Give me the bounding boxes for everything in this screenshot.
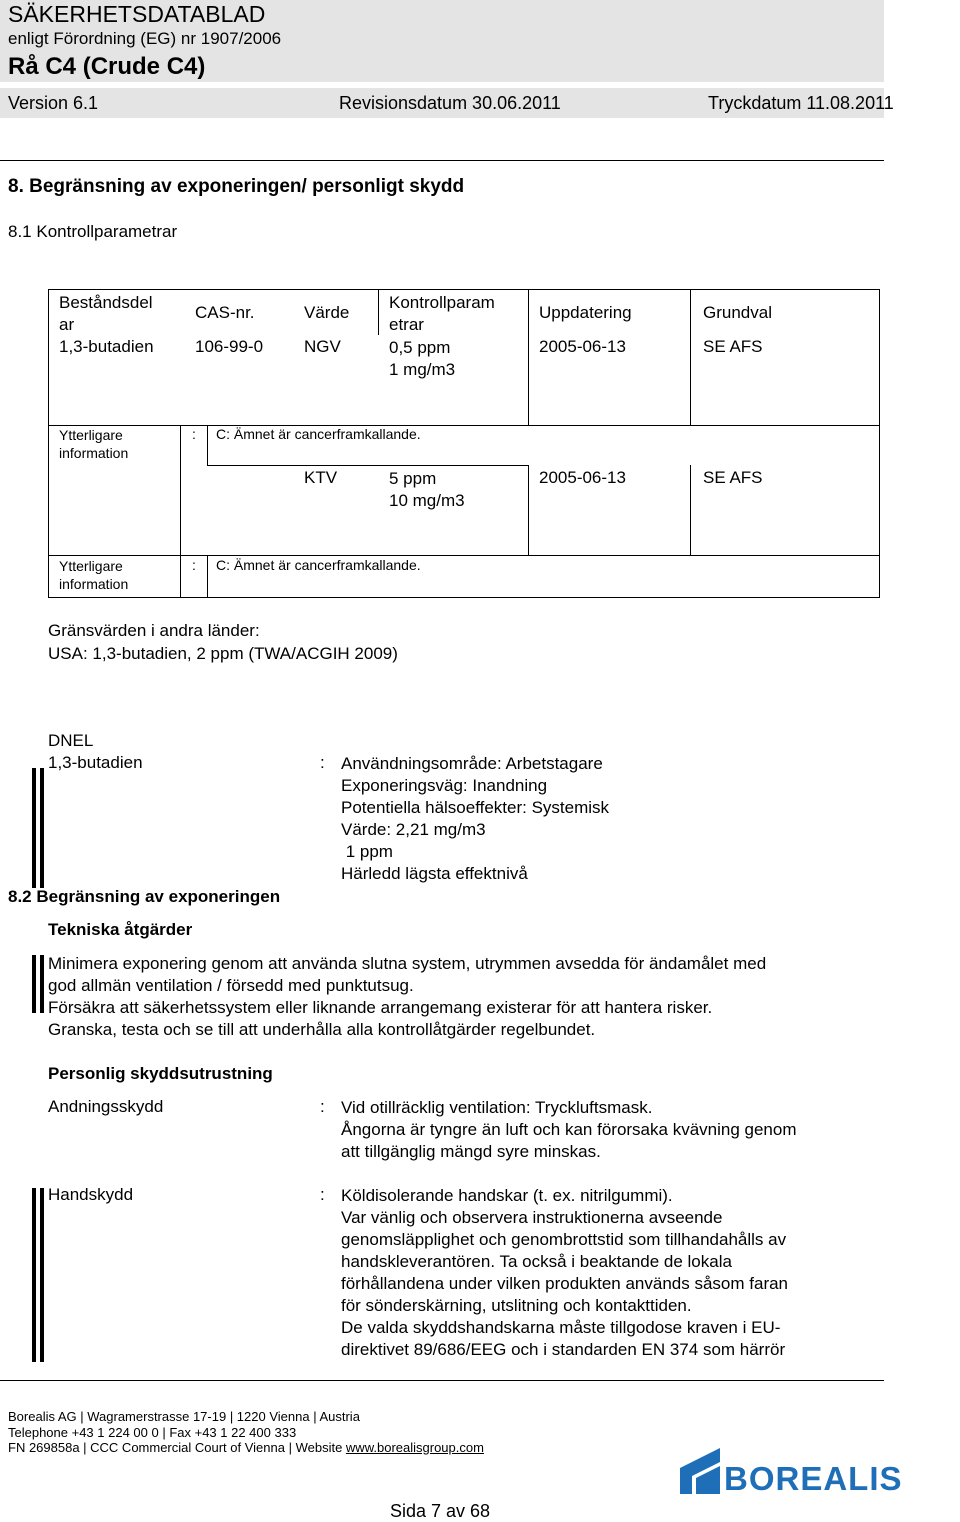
hand-line: handskleverantören. Ta också i beaktande de lokala: [341, 1252, 732, 1271]
tech-line: Minimera exponering genom att använda slutna system, utrymmen avsedda för ändamålet med: [48, 954, 767, 973]
logo-text: BOREALIS: [724, 1460, 903, 1497]
header-rule: [0, 160, 884, 161]
respiratory-colon: :: [320, 1097, 325, 1116]
row2-param-l1: 5 ppm: [389, 469, 437, 488]
print-date: Tryckdatum 11.08.2011: [708, 93, 894, 113]
info2-colon-divider: [207, 555, 208, 598]
row2-param: [389, 468, 465, 512]
th-update: Uppdatering: [539, 303, 632, 322]
regulation: enligt Förordning (EG) nr 1907/2006: [8, 29, 282, 48]
footer-registry-text: FN 269858a | CCC Commercial Court of Vienna | Website: [8, 1440, 346, 1455]
info1-colon: :: [192, 426, 196, 442]
row2-update: 2005-06-13: [539, 468, 626, 487]
section-8-1-heading: 8.1 Kontrollparametrar: [8, 222, 178, 241]
col-divider-param-update: [528, 289, 529, 425]
info1-label: [59, 426, 128, 462]
change-bar: [32, 955, 36, 1013]
tech-line: Granska, testa och se till att underhålla alla kontrollåtgärder regelbundet.: [48, 1020, 596, 1039]
section-8-heading: 8. Begränsning av exponeringen/ personligt skydd: [8, 176, 465, 197]
hand-line: förhållandena under vilken produkten används såsom faran: [341, 1274, 789, 1293]
footer-rule: [0, 1380, 884, 1381]
respiratory-line: Vid otillräcklig ventilation: Tryckluftsmask.: [341, 1098, 653, 1117]
info2-text: C: Ämnet är cancerframkallande.: [216, 557, 421, 573]
hand-line: Köldisolerande handskar (t. ex. nitrilgummi).: [341, 1186, 673, 1205]
dnel-line: Potentiella hälsoeffekter: Systemisk: [341, 798, 610, 817]
row1-update: 2005-06-13: [539, 337, 626, 356]
footer-phone: Telephone +43 1 224 00 0 | Fax +43 1 22 400 333: [8, 1425, 297, 1440]
dnel-details: [341, 753, 609, 885]
info1-label-l2: information: [59, 445, 129, 461]
row2-param-l2: 10 mg/m3: [389, 491, 465, 510]
tech-heading: Tekniska åtgärder: [48, 920, 193, 939]
respiratory-line: Ångorna är tyngre än luft och kan förorsaka kvävning genom: [341, 1120, 797, 1139]
row1-param-l1: 0,5 ppm: [389, 338, 451, 357]
hand-line: direktivet 89/686/EEG och i standarden EN 374 som härrör: [341, 1340, 786, 1359]
dnel-line: Värde: 2,21 mg/m3: [341, 820, 486, 839]
col-divider-update-basis: [690, 289, 691, 425]
borealis-logo: [680, 1448, 955, 1496]
hand-label: Handskydd: [48, 1185, 134, 1204]
website-link[interactable]: www.borealisgroup.com: [345, 1440, 484, 1455]
dnel-line: 1 ppm: [341, 842, 393, 861]
change-bar: [40, 768, 44, 888]
row-divider-1: [48, 425, 880, 426]
info2-label-l2: information: [59, 576, 129, 592]
footer-company: Borealis AG | Wagramerstrasse 17-19 | 1220 Vienna | Austria: [8, 1409, 360, 1424]
row1-basis: SE AFS: [703, 337, 763, 356]
row-divider-2: [48, 555, 880, 556]
other-limits-line1: Gränsvärden i andra länder:: [48, 621, 260, 640]
hand-colon: :: [320, 1185, 325, 1204]
respiratory-line: att tillgänglig mängd syre minskas.: [341, 1142, 601, 1161]
change-bar: [40, 955, 44, 1013]
info1-label-divider: [180, 425, 181, 555]
th-value: Värde: [304, 303, 350, 322]
product-name: Rå C4 (Crude C4): [8, 53, 206, 80]
revision-date: Revisionsdatum 30.06.2011: [339, 93, 561, 113]
tech-line: god allmän ventilation / försedd med punktutsug.: [48, 976, 414, 995]
info1-text: C: Ämnet är cancerframkallande.: [216, 426, 421, 442]
row2-divider-basis: [690, 465, 691, 555]
th-component-l1: Beståndsdel: [59, 293, 153, 312]
change-bar: [40, 1188, 44, 1362]
change-bar: [32, 1188, 36, 1362]
row2-divider-param: [528, 465, 529, 555]
footer-registry: [8, 1440, 484, 1455]
page-number: Sida 7 av 68: [390, 1501, 491, 1521]
info2-label: [59, 557, 128, 593]
doc-title: SÄKERHETSDATABLAD: [8, 1, 266, 27]
row1-param: [389, 337, 455, 381]
hand-text: [341, 1185, 788, 1361]
respiratory-label: Andningsskydd: [48, 1097, 164, 1116]
dnel-substance: 1,3-butadien: [48, 753, 143, 772]
th-basis: Grundval: [703, 303, 772, 322]
version: Version 6.1: [8, 93, 99, 113]
th-param-l2: etrar: [389, 315, 424, 334]
col-divider-value-param: [378, 289, 379, 335]
dnel-colon: :: [320, 753, 325, 772]
info2-label-l1: Ytterligare: [59, 558, 123, 574]
row1-value: NGV: [304, 337, 341, 356]
th-param: [389, 292, 495, 336]
th-param-l1: Kontrollparam: [389, 293, 495, 312]
info1-colon-divider: [207, 425, 208, 465]
row1-component: 1,3-butadien: [59, 337, 154, 356]
row1-param-l2: 1 mg/m3: [389, 360, 456, 379]
row1-cas: 106-99-0: [195, 337, 264, 356]
dnel-line: Användningsområde: Arbetstagare: [341, 754, 603, 773]
tech-text: [48, 953, 766, 1041]
hand-line: De valda skyddshandskarna måste tillgodose kraven i EU-: [341, 1318, 781, 1337]
hand-line: för sönderskärning, utslitning och kontakttiden.: [341, 1296, 692, 1315]
row2-basis: SE AFS: [703, 468, 763, 487]
th-cas: CAS-nr.: [195, 303, 255, 322]
info2-label-divider: [180, 555, 181, 598]
ppe-heading: Personlig skyddsutrustning: [48, 1064, 273, 1083]
th-component-l2: ar: [59, 315, 75, 334]
info2-colon: :: [192, 557, 196, 573]
tech-line: Försäkra att säkerhetssystem eller liknande arrangemang existerar för att hantera risker.: [48, 998, 713, 1017]
info1-label-l1: Ytterligare: [59, 427, 123, 443]
respiratory-text: [341, 1097, 797, 1163]
hand-line: Var vänlig och observera instruktionerna avseende: [341, 1208, 723, 1227]
info1-bottom: [207, 465, 529, 466]
dnel-title: DNEL: [48, 731, 94, 750]
section-8-2-heading: 8.2 Begränsning av exponeringen: [8, 887, 281, 906]
th-component: [59, 292, 153, 336]
hand-line: genomsläpplighet och genombrottstid som tillhandahålls av: [341, 1230, 787, 1249]
row2-value: KTV: [304, 468, 338, 487]
borealis-logo-mark: [680, 1448, 720, 1494]
dnel-line: Härledd lägsta effektnivå: [341, 864, 528, 883]
other-limits-line2: USA: 1,3-butadien, 2 ppm (TWA/ACGIH 2009): [48, 644, 398, 663]
dnel-line: Exponeringsväg: Inandning: [341, 776, 548, 795]
change-bar: [32, 768, 36, 888]
